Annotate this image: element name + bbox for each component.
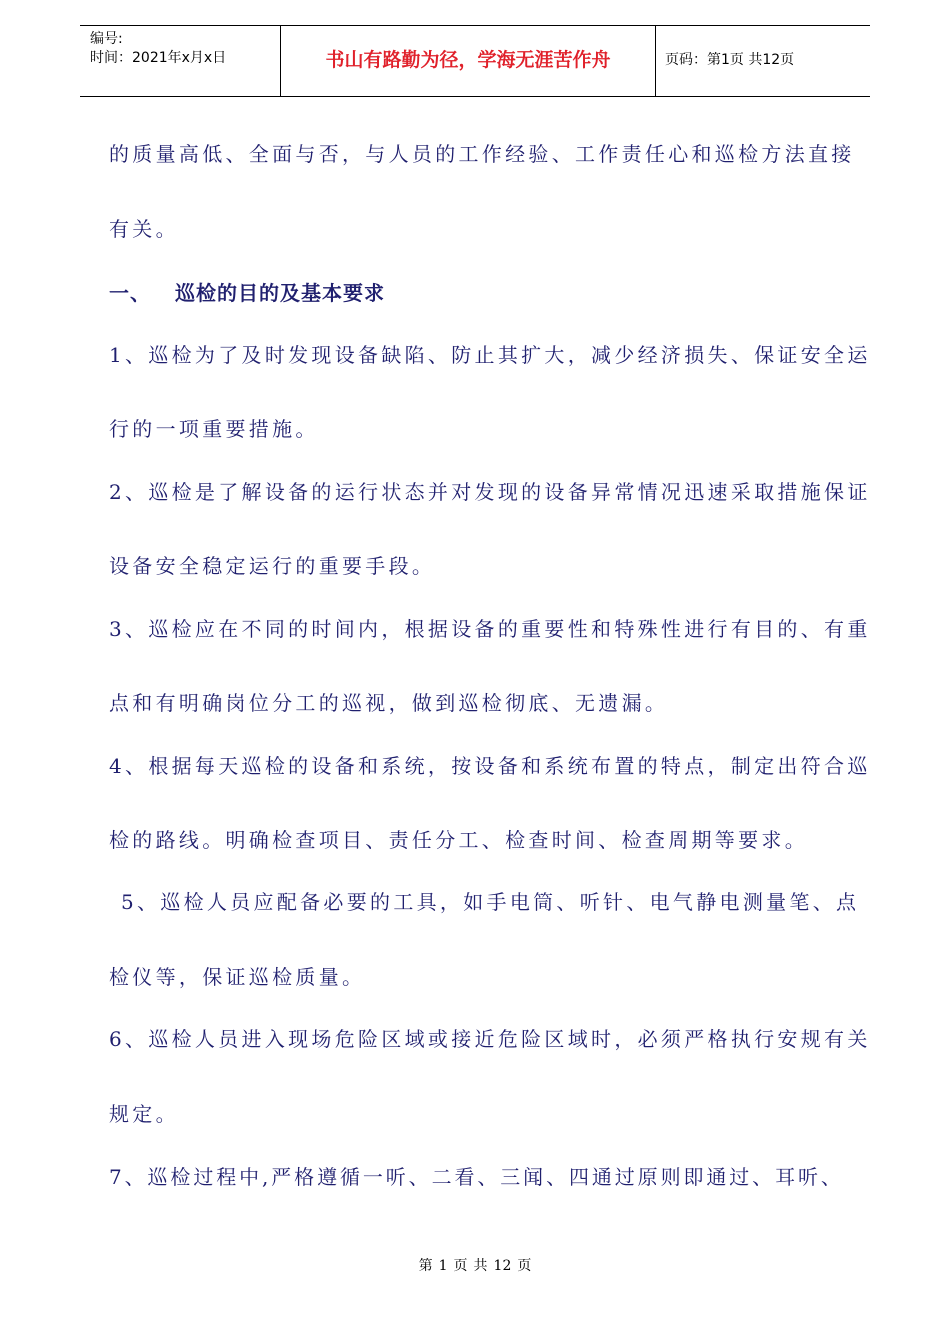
paragraph-7-line-1: 7、巡检过程中,严格遵循一听、二看、三闻、四通过原则即通过、耳听、	[109, 1165, 844, 1189]
paragraph-5-line-2: 检仪等，保证巡检质量。	[109, 965, 366, 989]
paragraph-1-line-1: 1、巡检为了及时发现设备缺陷、防止其扩大，减少经济损失、保证安全运	[109, 343, 871, 367]
footer-ye-2: 页	[517, 1258, 532, 1274]
document-number-label: 编号:	[90, 31, 123, 47]
header-motto-cell	[280, 26, 656, 96]
paragraph-1-line-2: 行的一项重要措施。	[109, 417, 319, 441]
section-heading-text: 巡检的目的及基本要求	[175, 281, 385, 305]
paragraph-6-line-2: 规定。	[109, 1102, 179, 1126]
footer-gong: 共	[473, 1258, 488, 1274]
page-footer	[0, 1257, 950, 1275]
header-left-cell	[80, 26, 280, 96]
paragraph-4-line-1: 4、根据每天巡检的设备和系统，按设备和系统布置的特点，制定出符合巡	[109, 754, 871, 778]
section-heading	[109, 280, 385, 306]
paragraph-3-line-2: 点和有明确岗位分工的巡视，做到巡检彻底、无遗漏。	[109, 691, 669, 715]
paragraph-4-line-2: 检的路线。明确检查项目、责任分工、检查时间、检查周期等要求。	[109, 828, 808, 852]
paragraph-2-line-1: 2、巡检是了解设备的运行状态并对发现的设备异常情况迅速采取措施保证	[109, 480, 871, 504]
paragraph-5-line-1: 5、巡检人员应配备必要的工具，如手电筒、听针、电气静电测量笔、点	[121, 890, 860, 914]
paragraph-6-line-1: 6、巡检人员进入现场危险区域或接近危险区域时，必须严格执行安规有关	[109, 1027, 871, 1051]
section-heading-number: 一、	[109, 281, 151, 305]
paragraph-3-line-1: 3、巡检应在不同的时间内，根据设备的重要性和特殊性进行有目的、有重	[109, 617, 871, 641]
header-page-code: 页码：第1页 共12页	[665, 52, 795, 68]
footer-page-number: 1	[438, 1258, 448, 1274]
footer-di: 第	[418, 1258, 433, 1274]
footer-ye: 页	[453, 1258, 468, 1274]
body-line-2: 有关。	[109, 217, 179, 241]
footer-total-pages: 12	[493, 1258, 512, 1274]
header-right-cell	[655, 26, 870, 96]
paragraph-2-line-2: 设备安全稳定运行的重要手段。	[109, 554, 436, 578]
page-header	[80, 25, 870, 97]
body-line-1: 的质量高低、全面与否，与人员的工作经验、工作责任心和巡检方法直接	[109, 142, 855, 166]
header-motto: 书山有路勤为径，学海无涯苦作舟	[325, 49, 611, 71]
document-date: 时间：2021年x月x日	[90, 50, 227, 66]
